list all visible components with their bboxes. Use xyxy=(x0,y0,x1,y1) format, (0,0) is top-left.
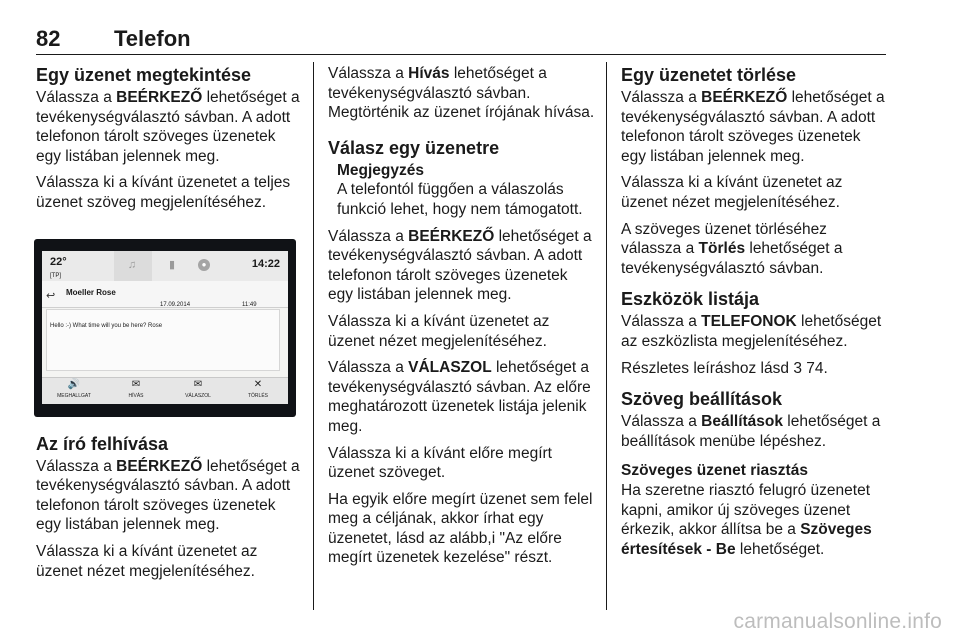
note xyxy=(328,161,596,220)
column-divider-2 xyxy=(606,62,607,610)
page-title: Telefon xyxy=(114,26,191,51)
message-text: Hello :-) What time will you be here? Rose xyxy=(50,322,163,329)
clock: 14:22 xyxy=(251,257,280,270)
message-date: 17.09.2014 xyxy=(160,301,191,308)
paragraph: Válassza ki a kívánt üzenetet az üzenet nézet megjelenítéséhez. xyxy=(621,174,843,211)
watermark: carmanualsonline.info xyxy=(733,610,942,633)
paragraph: Válassza a Hívás lehetőséget a tevékenységválasztó sávban. Megtörténik az üzenet írójának hívása. xyxy=(328,65,595,122)
speaker-icon: 🔊 xyxy=(67,378,81,390)
tp-indicator: [TP] xyxy=(50,272,62,279)
paragraph: Válassza ki a kívánt üzenetet az üzenet nézet megjelenítéséhez. xyxy=(36,542,258,580)
heading-delete: Egy üzenetet törlése xyxy=(621,65,797,85)
paragraph: A szöveges üzenet törléséhez válassza a Törlés lehetőséget a tevékenységválasztó sávban. xyxy=(621,220,843,277)
heading-view-message: Egy üzenet megtekintése xyxy=(36,65,252,85)
paragraph: Válassza ki a kívánt üzenetet az üzenet nézet megjelenítéséhez. xyxy=(328,312,550,350)
reply-icon: ✉ xyxy=(193,378,203,390)
phone-icon: ▮ xyxy=(168,258,176,271)
paragraph: Válassza a TELEFONOK lehetőséget az eszközlista megjelenítéséhez. xyxy=(621,313,882,350)
paragraph: Válassza a BEÉRKEZŐ lehetőséget a tevékenységválasztó sávban. A adott telefonon tárolt szöveges üzenetek egy listában jelennek meg. xyxy=(36,89,300,165)
display-screen xyxy=(42,251,288,403)
paragraph: Válassza a Beállítások lehetőséget a beállítások menübe lépéshez. xyxy=(621,413,881,450)
call-button[interactable]: ✉ HÍVÁS xyxy=(106,378,166,404)
temperature: 22° xyxy=(50,255,67,268)
column-1 xyxy=(36,64,302,588)
contact-bar xyxy=(42,281,288,308)
delete-button[interactable]: ✕ TÖRLÉS xyxy=(228,378,288,404)
listen-button[interactable]: 🔊 MEGHALLGAT xyxy=(44,378,104,404)
paragraph: Válassza a VÁLASZOL lehetőséget a tevékenységválasztó sávban. Az előre meghatározott üzenetek listája jelenik meg. xyxy=(328,359,591,435)
heading-tools: Eszközök listája xyxy=(621,289,760,310)
reply-button[interactable]: ✉ VÁLASZOL xyxy=(168,378,228,404)
infotainment-screenshot xyxy=(34,239,296,417)
heading-reply: Válasz egy üzenetre xyxy=(328,137,500,158)
page-header xyxy=(36,26,886,55)
paragraph: Ha szeretne riasztó felugró üzenetet kapni, amikor új szöveges üzenet érkezik, akkor állítsa be a Szöveges értesítések - Be lehetőséget. xyxy=(621,481,872,558)
column-2 xyxy=(328,64,596,575)
paragraph: Ha egyik előre megírt üzenet sem felel meg a céljának, akkor írhat egy üzenetet, lásd az alább,i "Az előre megírt üzenetek kezelése" részt. xyxy=(328,490,593,567)
action-bar xyxy=(42,377,288,404)
back-icon[interactable]: ↩ xyxy=(46,289,56,302)
column-divider-1 xyxy=(313,62,314,610)
call-icon: ✉ xyxy=(131,378,141,390)
heading-settings: Szöveg beállítások xyxy=(621,389,783,410)
music-note-icon: ♫ xyxy=(127,258,137,271)
paragraph: Válassza ki a kívánt előre megírt üzenet szöveget. xyxy=(328,444,552,482)
paragraph: Részletes leíráshoz lásd 3 74. xyxy=(621,359,828,377)
paragraph: Válassza a BEÉRKEZŐ lehetőséget a tevékenységválasztó sávban. A adott telefonon tárolt szöveges üzenetek egy listában jelennek meg. xyxy=(36,457,300,534)
contact-name: Moeller Rose xyxy=(66,287,116,297)
note-text: A telefontól függően a válaszolás funkció lehet, hogy nem támogatott. xyxy=(337,181,583,218)
heading-notification: Szöveges üzenet riasztás xyxy=(621,462,808,480)
page-number: 82 xyxy=(36,26,61,51)
heading-call-sender: Az író felhívása xyxy=(36,433,169,454)
status-bar xyxy=(42,251,288,282)
delete-icon: ✕ xyxy=(253,378,263,390)
paragraph: Válassza ki a kívánt üzenetet a teljes üzenet szöveg megjelenítéséhez. xyxy=(36,174,291,211)
paragraph: Válassza a BEÉRKEZŐ lehetőséget a tevékenységválasztó sávban. A adott telefonon tárolt szöveges üzenetek egy listában jelennek meg. xyxy=(328,227,592,304)
note-title: Megjegyzés xyxy=(337,161,425,179)
page-ref-arrow-icon: 3 xyxy=(793,359,802,377)
message-time: 11:49 xyxy=(242,301,257,308)
column-3 xyxy=(621,64,889,566)
paragraph: Válassza a BEÉRKEZŐ lehetőséget a tevékenységválasztó sávban. A adott telefonon tárolt szöveges üzenetek egy listában jelennek meg. xyxy=(621,89,885,165)
nav-icon: ● xyxy=(198,259,210,271)
